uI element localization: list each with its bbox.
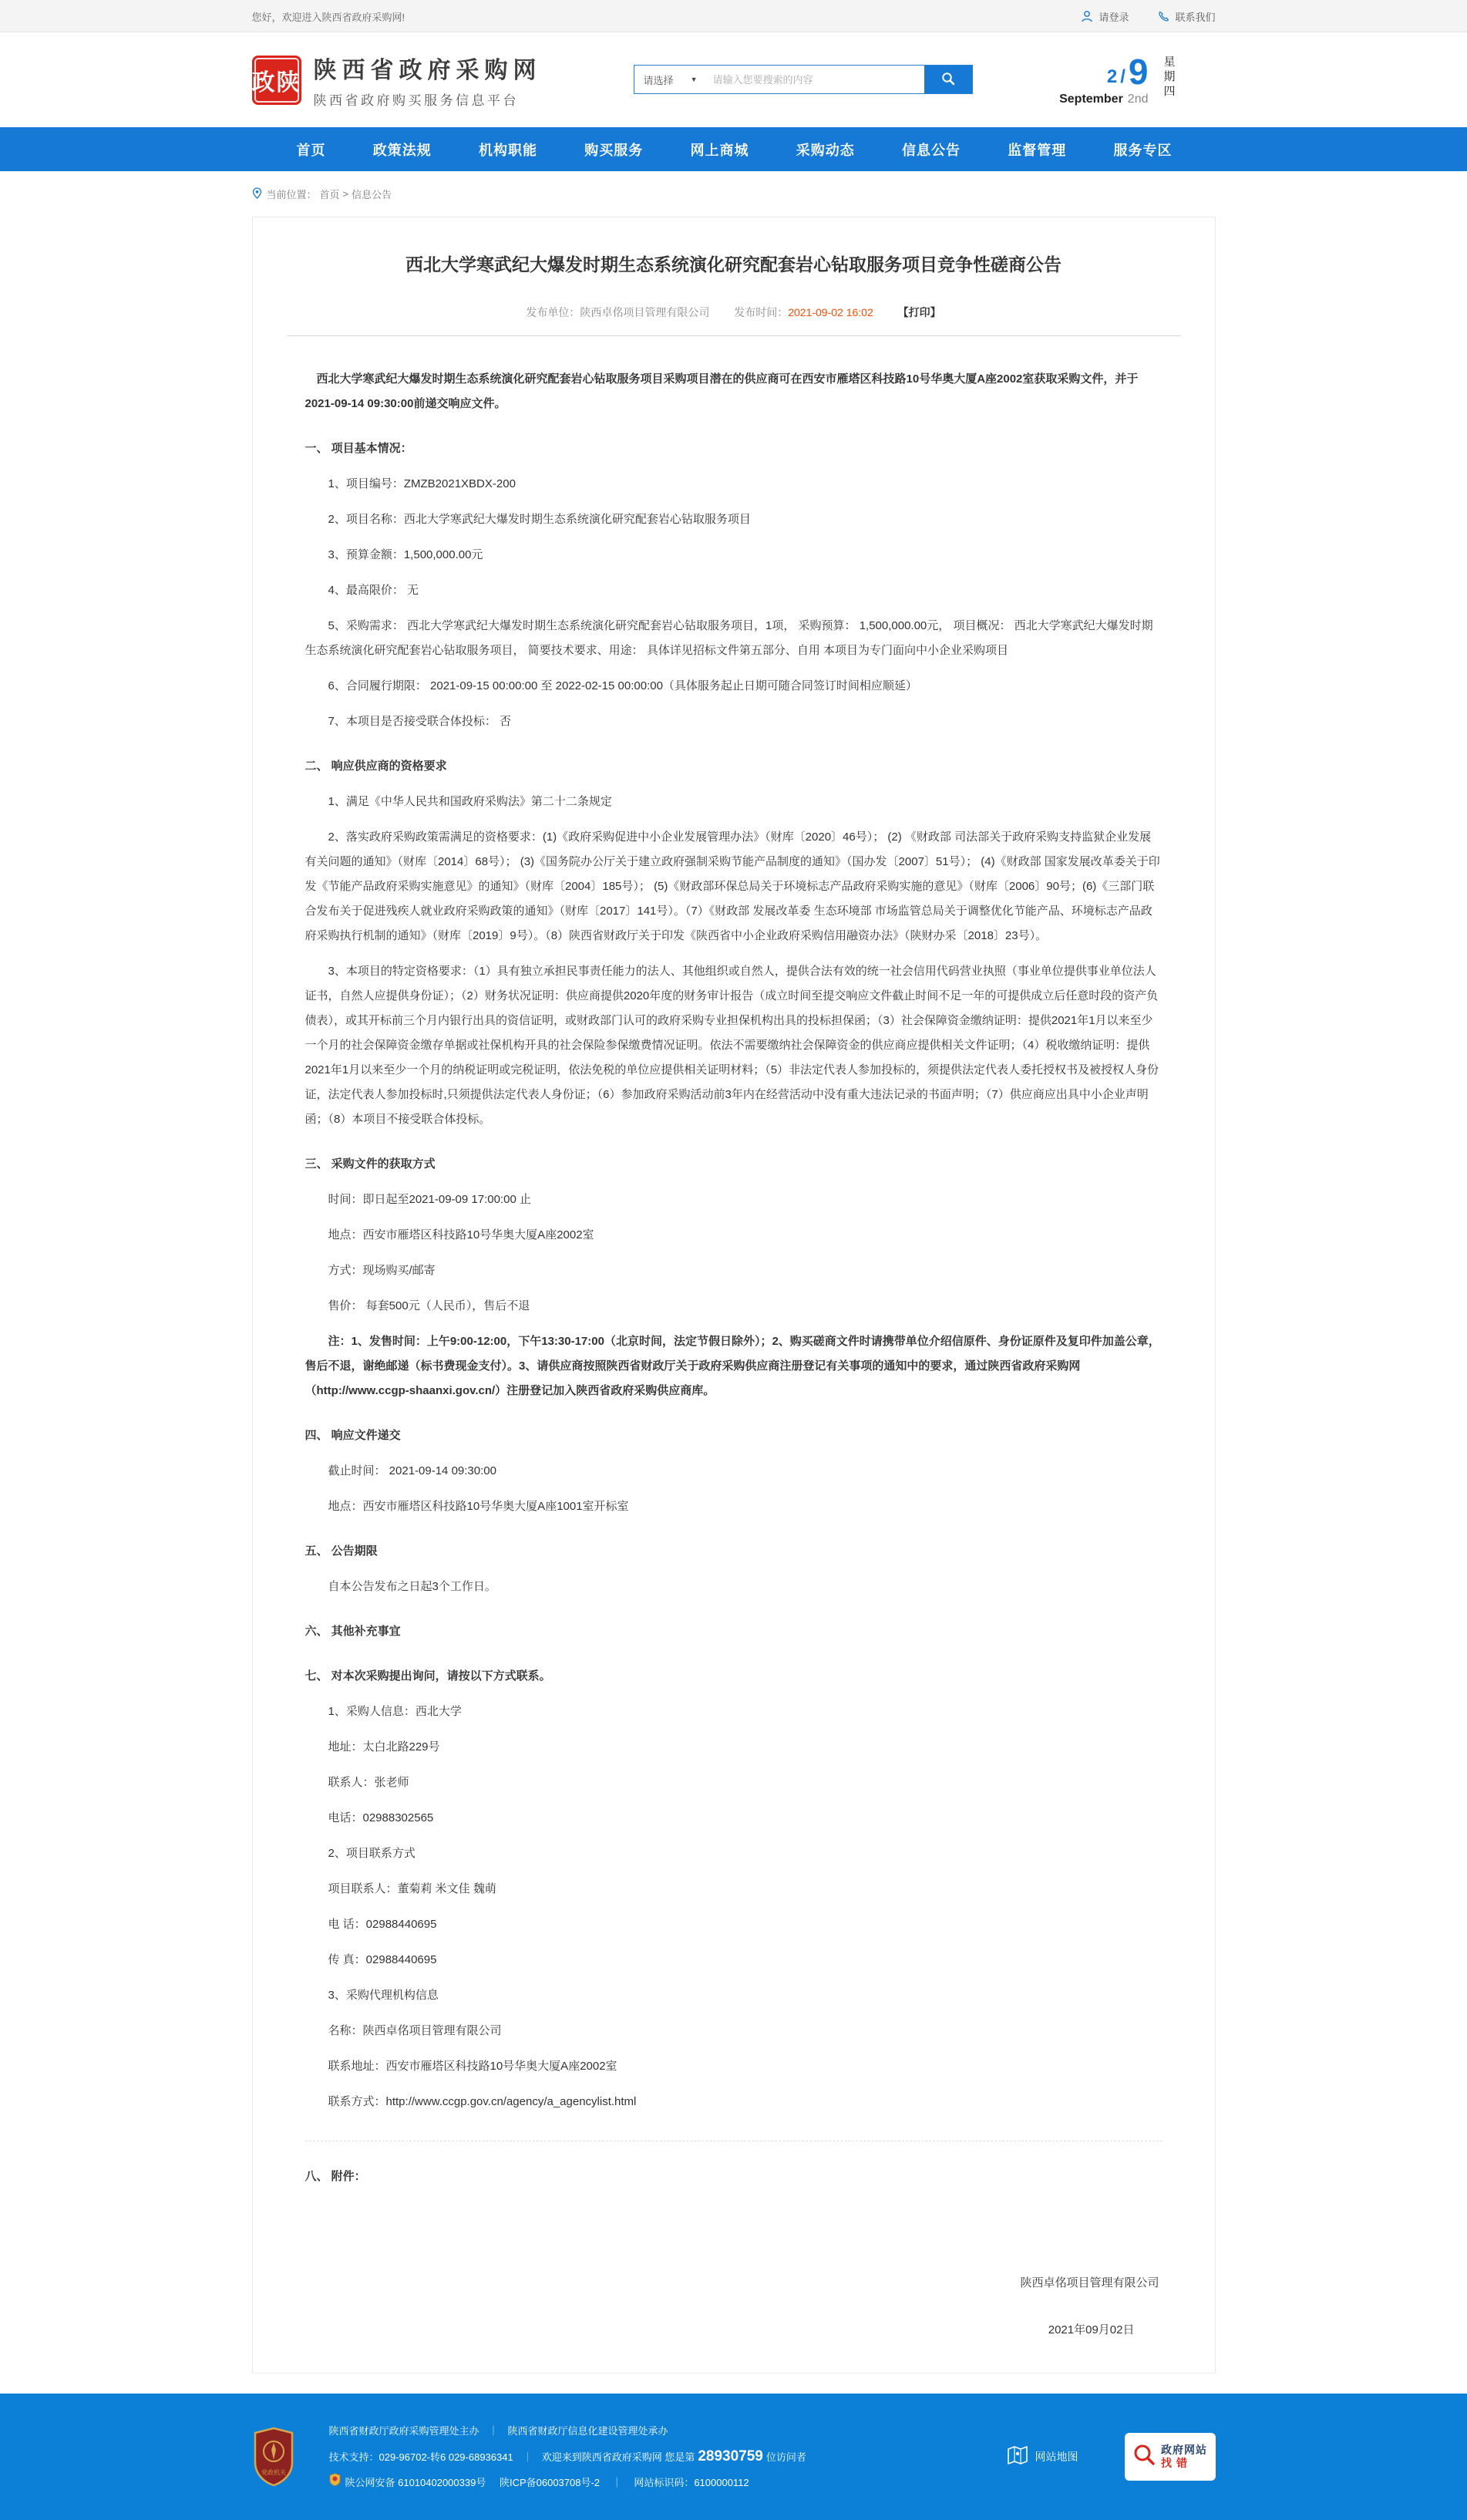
article-paragraph: 2、项目联系方式 bbox=[328, 1846, 416, 1860]
site-header bbox=[0, 32, 1467, 127]
map-icon bbox=[1006, 2444, 1029, 2469]
article-paragraph: 四、 响应文件递交 bbox=[305, 1428, 401, 1442]
visitor-count: 28930759 bbox=[698, 2448, 763, 2464]
publish-time: 2021-09-02 16:02 bbox=[788, 305, 873, 318]
site-subtitle: 陕西省政府购买服务信息平台 bbox=[313, 93, 519, 108]
article-paragraph: 7、本项目是否接受联合体投标： 否 bbox=[328, 714, 512, 728]
article-paragraph: 3、采购代理机构信息 bbox=[328, 1988, 439, 2002]
article-paragraph: 时间：即日起至2021-09-09 17:00:00 止 bbox=[328, 1192, 531, 1206]
article-paragraph: 五、 公告期限 bbox=[305, 1544, 378, 1558]
site-footer bbox=[0, 2394, 1467, 2520]
article-paragraph: 方式：现场购买/邮寄 bbox=[328, 1263, 436, 1277]
date-ordinal: 2nd bbox=[1127, 93, 1149, 106]
gongan-beian-link[interactable]: 陕公网安备 61010402000339号 bbox=[329, 2470, 486, 2495]
site-code: 网站标识码：6100000112 bbox=[634, 2476, 749, 2488]
footer-line-organizer: 陕西省财政厅政府采购管理处主办 ｜ 陕西省财政厅信息化建设管理处承办 bbox=[328, 2424, 668, 2437]
announcement-card bbox=[252, 217, 1216, 2373]
article-paragraph: 联系地址：西安市雁塔区科技路10号华奥大厦A座2002室 bbox=[328, 2059, 617, 2073]
sitemap-link[interactable]: 网站地图 bbox=[1006, 2444, 1078, 2469]
article-paragraph: 七、 对本次采购提出询问，请按以下方式联系。 bbox=[305, 1669, 551, 1683]
top-bar bbox=[0, 0, 1467, 32]
attachment-area bbox=[287, 2200, 1181, 2274]
breadcrumb-home-link[interactable]: 首页 bbox=[319, 189, 340, 200]
article-paragraph: 自本公告发布之日起3个工作日。 bbox=[328, 1579, 496, 1593]
police-badge-icon bbox=[329, 2470, 341, 2495]
article-paragraph: 3、预算金额：1,500,000.00元 bbox=[328, 547, 483, 561]
chevron-down-icon: ▼ bbox=[690, 76, 698, 83]
search-bar bbox=[634, 65, 973, 94]
location-pin-icon bbox=[252, 187, 264, 201]
svg-text:党政机关: 党政机关 bbox=[261, 2468, 286, 2476]
date-widget: 2 / 9 September 2nd 星期四 bbox=[1059, 52, 1176, 106]
nav-item[interactable]: 服务专区 bbox=[1113, 142, 1173, 158]
nav-item[interactable]: 购买服务 bbox=[584, 142, 644, 158]
signature-company: 陕西卓佲项目管理有限公司 bbox=[1020, 2276, 1159, 2289]
article-paragraph: 一、 项目基本情况： bbox=[305, 441, 412, 455]
article-paragraph: 三、 采购文件的获取方式 bbox=[305, 1157, 436, 1171]
article-paragraph: 1、项目编号：ZMZB2021XBDX-200 bbox=[328, 477, 516, 490]
article-body bbox=[287, 344, 1181, 2189]
article-paragraph: 地址：太白北路229号 bbox=[328, 1740, 440, 1754]
article-paragraph: 联系人：张老师 bbox=[328, 1775, 409, 1789]
search-icon bbox=[940, 71, 956, 89]
icp-number: 陕ICP备06003708号-2 bbox=[499, 2476, 601, 2488]
article-paragraph: 售价： 每套500元（人民币），售后不退 bbox=[328, 1299, 530, 1312]
search-category-select[interactable]: 请选择 ▼ bbox=[643, 74, 698, 86]
article-paragraph: 地点：西安市雁塔区科技路10号华奥大厦A座1001室开标室 bbox=[328, 1499, 629, 1513]
footer-line-support: 技术支持：029-96702-转6 029-68936341 ｜ 欢迎来到陕西省政府采购网 您是第 28930759 位访问者 bbox=[328, 2448, 806, 2464]
date-month-num: 9 bbox=[1128, 52, 1149, 92]
article-paragraph: 六、 其他补充事宜 bbox=[305, 1624, 401, 1638]
nav-item[interactable]: 监督管理 bbox=[1008, 142, 1067, 158]
article-paragraph: 电话：02988302565 bbox=[328, 1811, 434, 1824]
nav-item[interactable]: 机构职能 bbox=[479, 142, 537, 158]
meta-divider bbox=[287, 335, 1181, 336]
article-paragraph: 西北大学寒武纪大爆发时期生态系统演化研究配套岩心钻取服务项目采购项目潜在的供应商可在西安市雁塔区科技路10号华奥大厦A座2002室获取采购文件，并于2021-09-14 09:30:00前递交响应文件。 bbox=[305, 372, 1139, 410]
article-paragraph: 二、 响应供应商的资格要求 bbox=[305, 759, 447, 773]
contact-us-link[interactable]: 联系我们 bbox=[1158, 9, 1215, 24]
article-paragraph: 6、合同履行期限： 2021-09-15 00:00:00 至 2022-02-15 00:00:00（具体服务起止日期可随合同签订时间相应顺延） bbox=[328, 679, 917, 692]
government-emblem-icon bbox=[252, 2427, 295, 2487]
article-paragraph: 电 话：02988440695 bbox=[328, 1917, 437, 1931]
publisher-name: 陕西卓佲项目管理有限公司 bbox=[580, 305, 710, 318]
article-paragraph: 5、采购需求： 西北大学寒武纪大爆发时期生态系统演化研究配套岩心钻取服务项目，1项， 采购预算： 1,500,000.00元， 项目概况： 西北大学寒武纪大爆发时期生态系统演化研究配套岩心钻取服务项目， 简要技术要求、用途： 具体详见招标文件第五部分、自用 本项目为专门面向中小企业采购项目 bbox=[305, 618, 1153, 657]
main-nav bbox=[0, 127, 1467, 171]
nav-item[interactable]: 政策法规 bbox=[372, 142, 432, 158]
article-paragraph: 2、落实政府采购政策需满足的资格要求：(1)《政府采购促进中小企业发展管理办法》（财库〔2020〕46号）； (2) 《财政部 司法部关于政府采购支持监狱企业发展有关问题的通知》（财库〔2014〕68号）； (3)《国务院办公厅关于建立政府强制采购节能产品制度的通知》（国办发〔2007〕51号）； (4)《财政部 国家发展改革委关于印发《节能产品政府采购实施意见》的通知》（财库〔2004〕185号）； (5)《财政部环保总局关于环境标志产品政府采购实施的意见》（财库〔2006〕90号；(6)《三部门联合发布关于促进残疾人就业政府采购政策的通知》（财库〔2017〕141号）。（7）《财政部 发展改革委 生态环境部 市场监管总局关于调整优化节能产品、环境标志产品政府采购执行机制的通知》（财库〔2019〕9号）。（8）陕西省财政厅关于印发《陕西省中小企业政府采购信用融资办法》（陕财办采〔2018〕23号）。 bbox=[305, 830, 1160, 942]
date-month-name: September bbox=[1059, 93, 1123, 106]
article-paragraph: 名称：陕西卓佲项目管理有限公司 bbox=[328, 2023, 502, 2037]
article-paragraph: 1、采购人信息：西北大学 bbox=[328, 1704, 462, 1718]
breadcrumb-current: 信息公告 bbox=[352, 189, 392, 200]
signature-date: 2021年09月02日 bbox=[1048, 2323, 1135, 2336]
website-error-report-button[interactable]: 政府网站 找错 bbox=[1125, 2433, 1216, 2481]
error-report-magnifier-icon bbox=[1132, 2443, 1156, 2470]
print-button[interactable]: 【打印】 bbox=[897, 305, 941, 318]
footer-line-beian: 陕公网安备 61010402000339号 陕ICP备06003708号-2 ｜ 网站标识码：6100000112 bbox=[329, 2470, 806, 2495]
article-paragraph: 注：1、发售时间：上午9:00-12:00，下午13:30-17:00（北京时间，法定节假日除外）；2、购买磋商文件时请携带单位介绍信原件、身份证原件及复印件加盖公章，售后不退，谢绝邮递（标书费现金支付）。3、请供应商按照陕西省财政厅关于政府采购供应商注册登记有关事项的通知中的要求，通过陕西省政府采购网（http://www.ccgp-shaanxi.gov.cn/）注册登记加入陕西省政府采购供应商库。 bbox=[305, 1334, 1160, 1397]
article-meta: 发布单位：陕西卓佲项目管理有限公司 发布时间：2021-09-02 16:02 【打印】 bbox=[526, 305, 941, 318]
nav-item[interactable]: 采购动态 bbox=[796, 142, 855, 158]
site-logo: 政陕 bbox=[252, 56, 301, 105]
date-day: 2 bbox=[1106, 66, 1118, 87]
article-paragraph: 4、最高限价： 无 bbox=[328, 583, 419, 597]
welcome-text: 您好，欢迎进入陕西省政府采购网! bbox=[251, 11, 405, 23]
page-title: 西北大学寒武纪大爆发时期生态系统演化研究配套岩心钻取服务项目竞争性磋商公告 bbox=[405, 254, 1062, 275]
article-paragraph: 截止时间： 2021-09-14 09:30:00 bbox=[328, 1464, 496, 1477]
nav-item[interactable]: 网上商城 bbox=[690, 142, 749, 158]
user-icon bbox=[1081, 10, 1093, 22]
breadcrumb-row bbox=[0, 171, 1467, 212]
article-paragraph: 联系方式：http://www.ccgp.gov.cn/agency/a_agencylist.html bbox=[328, 2094, 637, 2108]
article-paragraph: 项目联系人：董菊莉 米文佳 魏萌 bbox=[328, 1882, 496, 1895]
nav-item[interactable]: 首页 bbox=[296, 142, 326, 158]
signature-block bbox=[287, 2274, 1181, 2337]
date-weekday: 星期四 bbox=[1162, 56, 1176, 99]
article-paragraph: 2、项目名称：西北大学寒武纪大爆发时期生态系统演化研究配套岩心钻取服务项目 bbox=[328, 512, 751, 526]
nav-item[interactable]: 信息公告 bbox=[902, 142, 961, 158]
search-button[interactable] bbox=[924, 66, 972, 93]
breadcrumb: 当前位置： 首页 > 信息公告 bbox=[252, 187, 1216, 201]
article-paragraph: 传 真：02988440695 bbox=[328, 1952, 437, 1966]
article-paragraph: 3、本项目的特定资格要求：（1）具有独立承担民事责任能力的法人、其他组织或自然人，提供合法有效的统一社会信用代码营业执照（事业单位提供事业单位法人证书，自然人应提供身份证）；（2）财务状况证明：供应商提供2020年度的财务审计报告（成立时间至提交响应文件截止时间不足一年的可提供成立后任意时段的资产负债表），或其开标前三个月内银行出具的资信证明，或财政部门认可的政府采购专业担保机构出具的投标担保函；（3）社会保障资金缴纳证明：提供2021年1月以来至少一个月的社会保障资金缴存单据或社保机构开具的社会保险参保缴费情况证明。依法不需要缴纳社会保障资金的供应商应提供相关文件证明；（4）税收缴纳证明：提供2021年1月以来至少一个月的纳税证明或完税证明，依法免税的单位应提供相关证明材料；（5）非法定代表人参加投标的，须提供法定代表人委托授权书及被授权人身份证，法定代表人参加投标时,只须提供法定代表人身份证；（6）参加政府采购活动前3年内在经营活动中没有重大违法记录的书面声明；（7）供应商应出具中小企业声明函；（8）本项目不接受联合体投标。 bbox=[305, 964, 1159, 1126]
article-paragraph: 地点：西安市雁塔区科技路10号华奥大厦A座2002室 bbox=[328, 1228, 594, 1241]
login-link[interactable]: 请登录 bbox=[1081, 9, 1129, 24]
search-input[interactable] bbox=[705, 66, 924, 93]
article-paragraph: 八、 附件： bbox=[305, 2169, 366, 2183]
phone-icon bbox=[1158, 11, 1169, 22]
article-paragraph: 1、满足《中华人民共和国政府采购法》第二十二条规定 bbox=[328, 794, 612, 808]
site-title: 陕西省政府采购网 bbox=[313, 58, 542, 83]
